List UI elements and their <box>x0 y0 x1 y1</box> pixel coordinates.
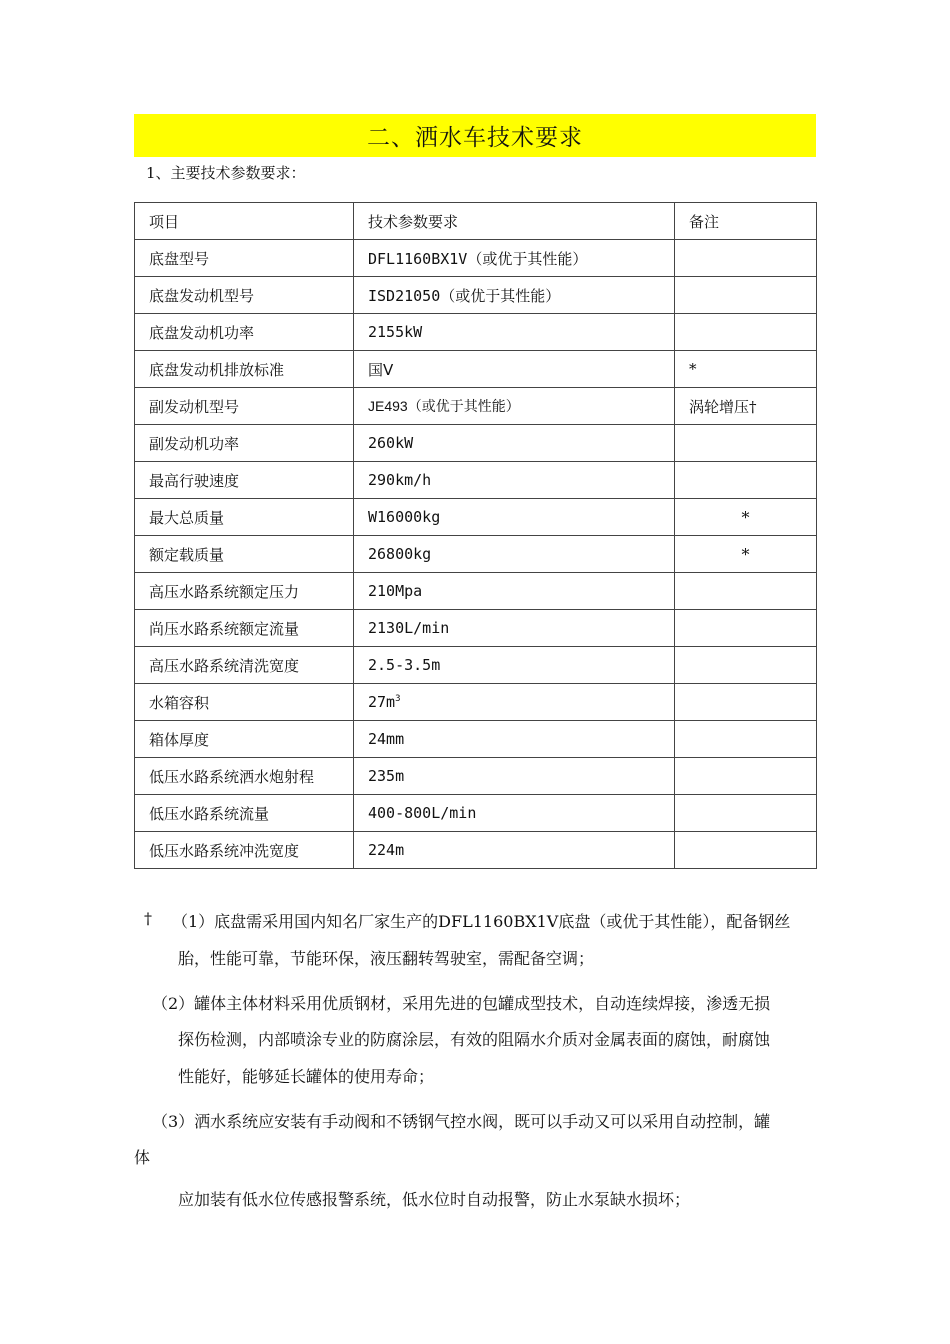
param-note: * <box>675 351 817 388</box>
param-note <box>675 721 817 758</box>
table-row <box>135 684 817 721</box>
header-item: 项目 <box>135 203 354 240</box>
param-value <box>354 499 675 536</box>
spec-table <box>134 202 817 869</box>
param-value-text: 210Mpa <box>368 582 423 600</box>
table-row <box>135 277 817 314</box>
param-item: 底盘发动机排放标准 <box>135 351 354 388</box>
param-note: 涡轮增压† <box>675 388 817 425</box>
note-3-line-3: 应加装有低水位传感报警系统，低水位时自动报警，防止水泵缺水损坏； <box>178 1190 691 1209</box>
param-value-text: 2130L/min <box>368 619 450 637</box>
param-note: * <box>675 536 817 573</box>
param-value-text: ISD21050（或优于其性能） <box>368 286 561 305</box>
table-row <box>135 721 817 758</box>
note-2-line-1: （2）罐体主体材料采用优质钢材，采用先进的包罐成型技术，自动连续焊接，渗透无损 <box>152 994 771 1013</box>
table-row <box>135 758 817 795</box>
param-item: 最大总质量 <box>135 499 354 536</box>
param-value-text: 国Ⅴ <box>368 360 394 379</box>
header-note: 备注 <box>675 203 817 240</box>
param-value <box>354 573 675 610</box>
param-note <box>675 314 817 351</box>
param-value <box>354 425 675 462</box>
table-row <box>135 610 817 647</box>
param-item: 底盘发动机功率 <box>135 314 354 351</box>
param-note <box>675 610 817 647</box>
param-value <box>354 721 675 758</box>
param-note <box>675 277 817 314</box>
param-value <box>354 462 675 499</box>
param-note <box>675 573 817 610</box>
param-item: 尚压水路系统额定流量 <box>135 610 354 647</box>
param-item: 底盘发动机型号 <box>135 277 354 314</box>
param-note: * <box>675 499 817 536</box>
note-1-line-2: 胎，性能可靠，节能环保，液压翻转驾驶室，需配备空调； <box>178 949 595 968</box>
param-value <box>354 610 675 647</box>
param-item: 副发动机功率 <box>135 425 354 462</box>
param-value-text: 400-800L/min <box>368 804 477 822</box>
param-value <box>354 758 675 795</box>
param-note <box>675 240 817 277</box>
param-value-text: DFL1160BX1V（或优于其性能） <box>368 249 588 268</box>
dagger-mark: † <box>144 909 152 928</box>
param-value-text: 2155kW <box>368 323 423 341</box>
param-value <box>354 388 675 425</box>
param-item: 箱体厚度 <box>135 721 354 758</box>
table-row <box>135 536 817 573</box>
param-value <box>354 832 675 869</box>
title-banner <box>134 114 816 157</box>
table-row <box>135 499 817 536</box>
param-value <box>354 240 675 277</box>
section-subtitle: 1、主要技术参数要求： <box>146 164 306 182</box>
param-value-text: W16000kg <box>368 508 441 526</box>
param-item: 高压水路系统清洗宽度 <box>135 647 354 684</box>
table-header-row <box>135 203 817 240</box>
table-row <box>135 351 817 388</box>
param-item: 低压水路系统冲洗宽度 <box>135 832 354 869</box>
param-value-text: 26800kg <box>368 545 432 563</box>
table-row <box>135 388 817 425</box>
table-row <box>135 462 817 499</box>
table-row <box>135 647 817 684</box>
param-item: 额定载质量 <box>135 536 354 573</box>
param-value <box>354 647 675 684</box>
note-3-line-2: 体 <box>134 1148 151 1167</box>
param-value-text: 24mm <box>368 730 405 748</box>
param-note <box>675 758 817 795</box>
param-value-text: 224m <box>368 841 405 859</box>
param-note <box>675 462 817 499</box>
param-note <box>675 832 817 869</box>
page-title: 二、洒水车技术要求 <box>367 125 583 151</box>
param-item: 高压水路系统额定压力 <box>135 573 354 610</box>
param-value <box>354 536 675 573</box>
note-2-line-2: 探伤检测，内部喷涂专业的防腐涂层，有效的阻隔水介质对金属表面的腐蚀，耐腐蚀 <box>178 1030 771 1049</box>
note-3-line-1: （3）洒水系统应安装有手动阀和不锈钢气控水阀，既可以手动又可以采用自动控制，罐 <box>152 1112 771 1131</box>
param-value <box>354 351 675 388</box>
param-value <box>354 314 675 351</box>
param-note <box>675 684 817 721</box>
param-note <box>675 647 817 684</box>
param-item: 低压水路系统洒水炮射程 <box>135 758 354 795</box>
param-item: 水箱容积 <box>135 684 354 721</box>
table-row <box>135 240 817 277</box>
param-value-text: 27m <box>368 693 396 711</box>
table-row <box>135 425 817 462</box>
note-2-line-3: 性能好，能够延长罐体的使用寿命； <box>178 1067 435 1086</box>
param-note <box>675 425 817 462</box>
param-value-text: 290km/h <box>368 471 432 489</box>
param-value <box>354 684 675 721</box>
param-item: 副发动机型号 <box>135 388 354 425</box>
param-value-text: 260kW <box>368 434 414 452</box>
param-note <box>675 795 817 832</box>
param-item: 低压水路系统流量 <box>135 795 354 832</box>
header-value: 技术参数要求 <box>354 203 675 240</box>
param-value <box>354 277 675 314</box>
param-value-text: JE493（或优于其性能） <box>368 398 520 414</box>
note-1-line-1: （1）底盘需采用国内知名厂家生产的DFL1160BX1V底盘（或优于其性能），配备钢丝 <box>172 912 791 931</box>
param-value <box>354 795 675 832</box>
param-item: 最高行驶速度 <box>135 462 354 499</box>
table-row <box>135 314 817 351</box>
unit-superscript: 3 <box>395 694 401 704</box>
param-value-text: 2.5-3.5m <box>368 656 441 674</box>
table-row <box>135 832 817 869</box>
table-row <box>135 795 817 832</box>
param-item: 底盘型号 <box>135 240 354 277</box>
param-value-text: 235m <box>368 767 405 785</box>
table-row <box>135 573 817 610</box>
